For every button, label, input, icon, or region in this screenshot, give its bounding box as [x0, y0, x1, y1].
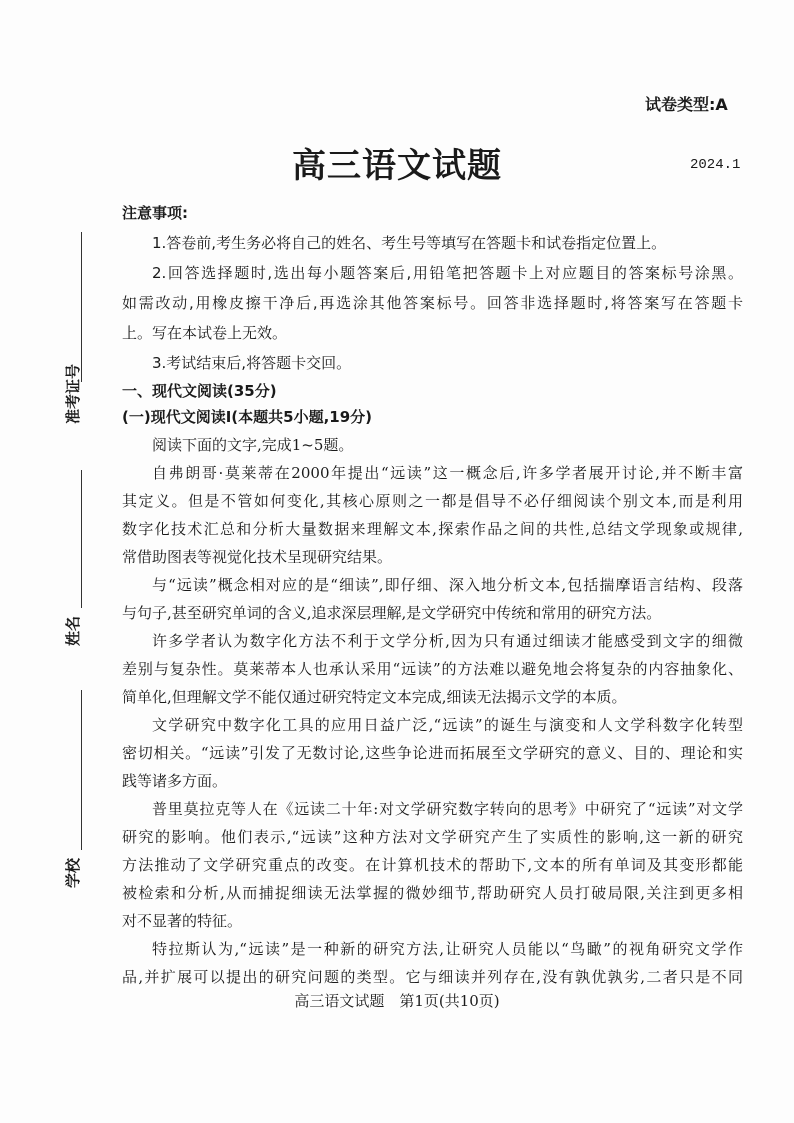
subsection-heading: (一)现代文阅读Ⅰ(本题共5小题,19分) [122, 408, 373, 426]
notice-heading: 注意事项: [122, 204, 188, 222]
paragraph-line: 数字化技术汇总和分析大量数据来理解文本,探索作品之间的共性,总结文学现象或规律, [122, 520, 743, 538]
notice-item: 如需改动,用橡皮擦干净后,再选涂其他答案标号。回答非选择题时,将答案写在答题卡 [122, 294, 743, 312]
school-label: 学校 [64, 857, 82, 888]
section-heading: 一、现代文阅读(35分) [122, 382, 277, 400]
paragraph-line: 许多学者认为数字化方法不利于文学分析,因为只有通过细读才能感受到文字的细微 [152, 632, 743, 650]
notice-item: 2.回答选择题时,选出每小题答案后,用铅笔把答题卡上对应题目的答案标号涂黑。 [152, 264, 743, 282]
school-line [81, 690, 82, 850]
paragraph-line: 与“远读”概念相对应的是“细读”,即仔细、深入地分析文本,包括揣摩语言结构、段落 [152, 576, 743, 594]
notice-item: 3.考试结束后,将答题卡交回。 [152, 354, 352, 372]
paragraph [122, 627, 743, 711]
page-footer: 高三语文试题 第1页(共10页) [294, 992, 500, 1010]
paragraph-line: 研究的影响。他们表示,“远读”这种方法对文学研究产生了实质性的影响,这一新的研究 [122, 828, 743, 846]
paragraph-line: 践等诸多方面。 [122, 772, 228, 790]
paragraph-line: 品,并扩展可以提出的研究问题的类型。它与细读并列存在,没有孰优孰劣,二者只是不同 [122, 968, 743, 986]
paragraph-line: 密切相关。“远读”引发了无数讨论,这些争论进而拓展至文学研究的意义、目的、理论和实 [122, 744, 743, 762]
paragraph-line: 文学研究中数字化工具的应用日益广泛,“远读”的诞生与演变和人文学科数字化转型 [152, 716, 743, 734]
paragraph [122, 795, 743, 935]
admission-number-label: 准考证号 [64, 363, 82, 424]
paragraph-line: 普里莫拉克等人在《远读二十年:对文学研究数字转向的思考》中研究了“远读”对文学 [152, 800, 743, 818]
paragraph [122, 711, 743, 795]
paragraph-line: 自弗朗哥·莫莱蒂在2000年提出“远读”这一概念后,许多学者展开讨论,并不断丰富 [152, 464, 743, 482]
admission-number-line [81, 232, 82, 382]
notice-section [122, 198, 743, 378]
paragraph [122, 571, 743, 627]
paragraph-line: 对不显著的特征。 [122, 912, 243, 930]
paragraph [122, 459, 743, 571]
paper-type: 试卷类型:A [645, 95, 728, 114]
name-line [81, 470, 82, 608]
name-label: 姓名 [64, 615, 82, 646]
exam-date: 2024.1 [690, 157, 741, 173]
paragraph-line: 其定义。但是不管如何变化,其核心原则之一都是倡导不必仔细阅读个别文本,而是利用 [122, 492, 743, 510]
paragraph-line: 简单化,但理解文学不能仅通过研究特定文本完成,细读无法揭示文学的本质。 [122, 688, 627, 706]
paragraph-line: 被检索和分析,从而捕捉细读无法掌握的微妙细节,帮助研究人员打破局限,关注到更多相 [122, 884, 743, 902]
page-title: 高三语文试题 [292, 146, 502, 186]
paragraph [122, 935, 743, 991]
paragraph-line: 常借助图表等视觉化技术呈现研究结果。 [122, 548, 393, 566]
notice-item: 1.答卷前,考生务必将自己的姓名、考生号等填写在答题卡和试卷指定位置上。 [152, 234, 667, 252]
notice-item: 上。写在本试卷上无效。 [122, 324, 288, 342]
paragraph-line: 与句子,甚至研究单词的含义,追求深层理解,是文学研究中传统和常用的研究方法。 [122, 604, 662, 622]
paragraph-line: 差别与复杂性。莫莱蒂本人也承认采用“远读”的方法难以避免地会将复杂的内容抽象化、 [122, 660, 743, 678]
reading-instruction: 阅读下面的文字,完成1~5题。 [152, 436, 354, 454]
reading-passage [122, 459, 743, 991]
paragraph-line: 特拉斯认为,“远读”是一种新的研究方法,让研究人员能以“鸟瞰”的视角研究文学作 [152, 940, 743, 958]
document-body [122, 198, 743, 991]
paragraph-line: 方法推动了文学研究重点的改变。在计算机技术的帮助下,文本的所有单词及其变形都能 [122, 856, 743, 874]
